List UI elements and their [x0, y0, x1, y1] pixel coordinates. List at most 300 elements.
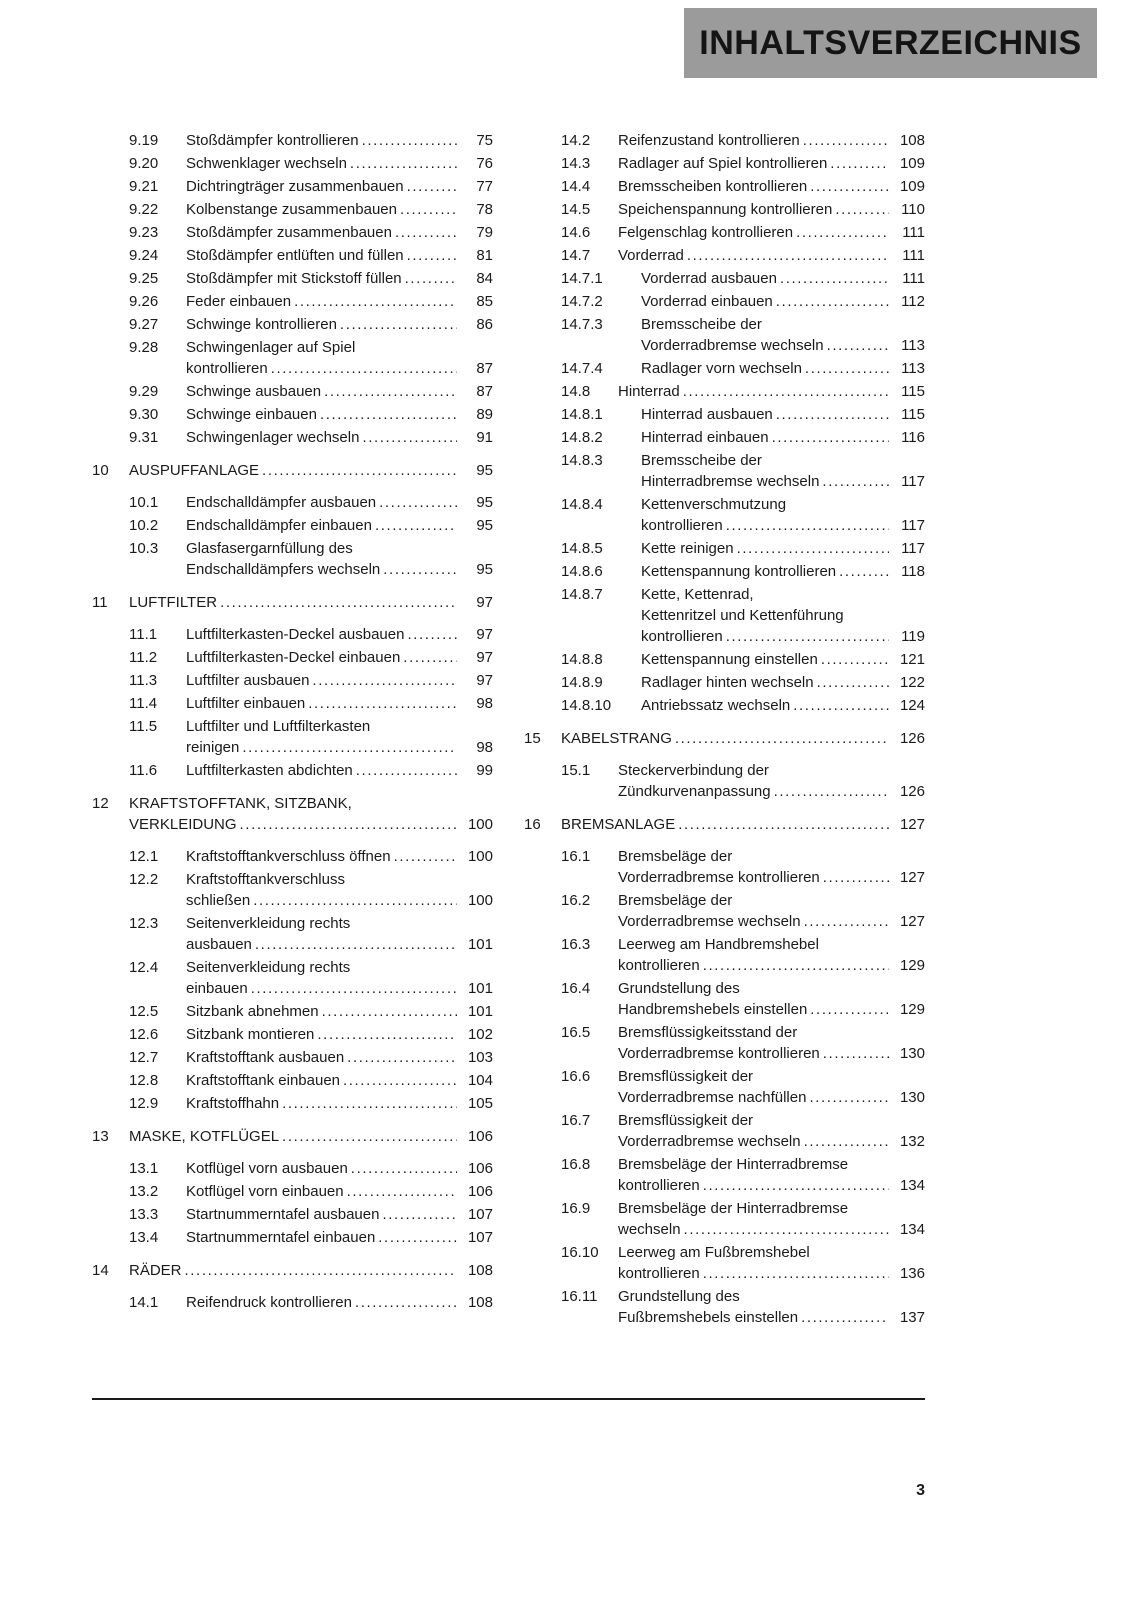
toc-entry-number: 12.6 [129, 1026, 159, 1043]
toc-entry-page: 111 [902, 247, 925, 264]
toc-entry-number: 11.4 [129, 695, 158, 712]
toc-entry-body [186, 1227, 493, 1248]
toc-entry-line [186, 337, 493, 358]
toc-entry-number: 12.2 [129, 871, 159, 888]
toc-entry-line [618, 1154, 925, 1175]
toc-entry-title: kontrollieren [618, 1177, 700, 1194]
toc-column-right [524, 130, 925, 1330]
toc-entry-page: 100 [467, 816, 493, 833]
toc-entry-title: Kette reinigen [641, 540, 734, 557]
toc-entry [561, 934, 925, 976]
dot-leader [830, 153, 889, 174]
toc-entry-title: Startnummerntafel einbauen [186, 1229, 376, 1246]
dot-leader [253, 890, 457, 911]
toc-entry-title: Endschalldämpfers wechseln [186, 561, 381, 578]
toc-entry [561, 245, 925, 266]
toc-entry-body [186, 1001, 493, 1022]
toc-entry-title: Steckerverbindung der [618, 762, 769, 779]
toc-entry-line [641, 335, 925, 356]
toc-entry-title: Radlager auf Spiel kontrollieren [618, 155, 828, 172]
toc-entry-line [561, 814, 925, 835]
dot-leader [703, 1263, 889, 1284]
toc-entry-page: 109 [899, 155, 925, 172]
toc-chapter-entry [524, 814, 925, 835]
dot-leader [255, 934, 457, 955]
toc-entry-number: 11.2 [129, 649, 158, 666]
toc-entry-number: 14.8.4 [561, 496, 603, 513]
toc-entry-title: Startnummerntafel ausbauen [186, 1206, 380, 1223]
toc-entry [129, 492, 493, 513]
toc-entry-title: Leerweg am Handbremshebel [618, 936, 819, 953]
toc-entry-number: 9.29 [129, 383, 159, 400]
dot-leader [403, 647, 457, 668]
toc-entry-title: Radlager vorn wechseln [641, 360, 802, 377]
dot-leader [776, 404, 889, 425]
toc-chapter-entry [92, 1126, 493, 1147]
toc-entry-line [618, 1242, 925, 1263]
toc-entry-body [641, 494, 925, 536]
toc-entry [129, 222, 493, 243]
toc-entry-body [186, 670, 493, 691]
toc-entry-line [186, 737, 493, 758]
toc-entry-title: Zündkurvenanpassung [618, 783, 771, 800]
toc-entry [129, 1070, 493, 1091]
toc-entry-number: 11 [92, 594, 108, 611]
toc-entry-page: 98 [476, 695, 493, 712]
toc-entry-title: Vorderradbremse kontrollieren [618, 1045, 820, 1062]
toc-entry-page: 99 [476, 762, 493, 779]
toc-entry-page: 97 [476, 626, 493, 643]
toc-entry-line [618, 760, 925, 781]
toc-entry-line [618, 999, 925, 1020]
toc-entry-body [129, 793, 493, 835]
toc-entry-line [186, 1227, 493, 1248]
toc-entry-title: Kotflügel vorn ausbauen [186, 1160, 348, 1177]
toc-entry-body [618, 760, 925, 802]
toc-entry-body [641, 450, 925, 492]
toc-entry-body [618, 176, 925, 197]
toc-entry-body [618, 890, 925, 932]
toc-entry-title: Bremsflüssigkeit der [618, 1068, 754, 1085]
toc-entry [129, 153, 493, 174]
toc-entry-line [618, 1110, 925, 1131]
toc-entry-title: Bremsflüssigkeitsstand der [618, 1024, 798, 1041]
toc-entry-line [129, 592, 493, 613]
toc-entry [561, 760, 925, 802]
dot-leader [262, 460, 457, 481]
toc-entry-body [618, 1066, 925, 1108]
toc-entry-line [186, 199, 493, 220]
toc-entry-title: Bremsscheiben kontrollieren [618, 178, 808, 195]
toc-entry-title: Vorderradbremse wechseln [641, 337, 824, 354]
toc-entry-body [641, 649, 925, 670]
toc-entry-title: Feder einbauen [186, 293, 292, 310]
dot-leader [382, 1204, 457, 1225]
toc-entry-title: Endschalldämpfer einbauen [186, 517, 372, 534]
toc-entry-number: 14.4 [561, 178, 591, 195]
toc-entry-line [641, 404, 925, 425]
toc-chapter-entry [92, 460, 493, 481]
toc-entry-title: Seitenverkleidung rechts [186, 915, 351, 932]
dot-leader [324, 381, 457, 402]
toc-entry-body [186, 869, 493, 911]
toc-entry-line [129, 814, 493, 835]
toc-entry [561, 1154, 925, 1196]
toc-entry-page: 95 [476, 561, 493, 578]
toc-entry-number: 9.28 [129, 339, 159, 356]
toc-entry-number: 14.8.10 [561, 697, 612, 714]
dot-leader [821, 649, 889, 670]
toc-entry-page: 108 [467, 1294, 493, 1311]
toc-entry-title: kontrollieren [641, 517, 723, 534]
toc-entry-page: 127 [899, 913, 925, 930]
toc-entry-line [641, 494, 925, 515]
toc-entry [561, 584, 925, 647]
toc-entry-number: 12.7 [129, 1049, 159, 1066]
toc-entry [561, 695, 925, 716]
toc-entry [129, 538, 493, 580]
toc-entry-number: 16.9 [561, 1200, 591, 1217]
dot-leader [242, 737, 457, 758]
toc-entry-page: 130 [899, 1089, 925, 1106]
toc-entry-number: 9.19 [129, 132, 159, 149]
toc-entry-title: Bremsbeläge der [618, 892, 733, 909]
toc-entry-body [186, 381, 493, 402]
toc-entry-line [618, 1175, 925, 1196]
toc-entry-line [186, 624, 493, 645]
dot-leader [835, 199, 889, 220]
toc-entry-page: 111 [902, 224, 925, 241]
toc-content [92, 130, 925, 1330]
toc-entry-body [618, 1242, 925, 1284]
toc-chapter-entry [92, 1260, 493, 1281]
toc-entry-page: 97 [476, 649, 493, 666]
toc-entry-body [618, 1154, 925, 1196]
dot-leader [810, 999, 889, 1020]
toc-entry-number: 9.20 [129, 155, 159, 172]
toc-entry-page: 101 [467, 1003, 493, 1020]
toc-entry-page: 115 [901, 383, 925, 400]
toc-entry [129, 846, 493, 867]
toc-entry-title: Schwinge kontrollieren [186, 316, 337, 333]
toc-entry [129, 1001, 493, 1022]
dot-leader [317, 1024, 457, 1045]
toc-entry-page: 113 [901, 360, 925, 377]
toc-entry-body [186, 693, 493, 714]
toc-entry-line [641, 358, 925, 379]
toc-entry-line [641, 471, 925, 492]
toc-entry-title: Sitzbank abnehmen [186, 1003, 319, 1020]
toc-entry-number: 9.24 [129, 247, 159, 264]
toc-entry-title: Vorderrad ausbauen [641, 270, 777, 287]
dot-leader [379, 492, 457, 513]
toc-entry-page: 115 [901, 406, 925, 423]
dot-leader [776, 291, 889, 312]
toc-entry-number: 10 [92, 462, 109, 479]
toc-entry-line [186, 934, 493, 955]
toc-entry-title: Seitenverkleidung rechts [186, 959, 351, 976]
toc-entry-title: kontrollieren [618, 957, 700, 974]
toc-entry-body [561, 728, 925, 749]
toc-entry-number: 9.30 [129, 406, 159, 423]
toc-entry-number: 16.8 [561, 1156, 591, 1173]
toc-entry-title: Vorderradbremse wechseln [618, 1133, 801, 1150]
toc-entry-body [641, 291, 925, 312]
toc-entry-body [618, 1286, 925, 1328]
toc-entry-page: 89 [476, 406, 493, 423]
toc-entry-page: 98 [476, 739, 493, 756]
toc-entry-line [618, 1286, 925, 1307]
toc-entry-page: 127 [899, 816, 925, 833]
toc-entry [129, 670, 493, 691]
toc-entry-number: 15 [524, 730, 541, 747]
toc-chapter-entry [92, 793, 493, 835]
toc-entry-number: 14.8.5 [561, 540, 603, 557]
dot-leader [827, 335, 889, 356]
toc-entry-page: 107 [467, 1206, 493, 1223]
toc-entry-line [186, 978, 493, 999]
toc-entry-line [618, 781, 925, 802]
dot-leader [407, 245, 457, 266]
toc-entry-body [641, 672, 925, 693]
toc-entry [129, 1292, 493, 1313]
toc-entry [129, 268, 493, 289]
toc-entry-title: kontrollieren [618, 1265, 700, 1282]
toc-entry-line [186, 404, 493, 425]
toc-entry-line [641, 584, 925, 605]
toc-entry-number: 14.7 [561, 247, 591, 264]
toc-entry-body [186, 957, 493, 999]
toc-entry-body [129, 1126, 493, 1147]
toc-entry-number: 12.8 [129, 1072, 159, 1089]
toc-entry-page: 95 [476, 517, 493, 534]
toc-entry-page: 121 [899, 651, 925, 668]
dot-leader [675, 728, 889, 749]
toc-entry-title: wechseln [618, 1221, 681, 1238]
toc-entry-line [129, 793, 493, 814]
toc-entry-title: Kraftstoffhahn [186, 1095, 280, 1112]
toc-entry-line [641, 515, 925, 536]
toc-entry-page: 116 [901, 429, 925, 446]
toc-entry-body [641, 314, 925, 356]
toc-chapter-entry [92, 592, 493, 613]
toc-entry-line [186, 890, 493, 911]
toc-entry-number: 14.7.3 [561, 316, 603, 333]
toc-entry-page: 87 [476, 383, 493, 400]
toc-entry [561, 222, 925, 243]
toc-entry-body [186, 314, 493, 335]
toc-entry-body [186, 1047, 493, 1068]
toc-entry-page: 127 [899, 869, 925, 886]
toc-entry-body [618, 199, 925, 220]
toc-entry [561, 130, 925, 151]
dot-leader [683, 381, 889, 402]
toc-entry-number: 14.7.1 [561, 270, 603, 287]
toc-entry [561, 846, 925, 888]
toc-entry-body [641, 404, 925, 425]
toc-entry [561, 1198, 925, 1240]
toc-entry-body [186, 1093, 493, 1114]
dot-leader [823, 867, 889, 888]
toc-entry-title: Vorderradbremse kontrollieren [618, 869, 820, 886]
toc-entry-title: Hinterrad ausbauen [641, 406, 773, 423]
toc-entry-page: 126 [899, 730, 925, 747]
toc-entry-body [186, 291, 493, 312]
toc-entry [561, 1022, 925, 1064]
toc-entry [561, 978, 925, 1020]
toc-entry-line [618, 911, 925, 932]
toc-entry-body [186, 515, 493, 536]
toc-entry-title: Luftfilter einbauen [186, 695, 306, 712]
toc-entry-number: 11.1 [129, 626, 158, 643]
toc-entry-number: 14.7.4 [561, 360, 603, 377]
toc-entry [129, 1158, 493, 1179]
toc-entry-body [641, 268, 925, 289]
toc-entry-title: Bremsscheibe der [641, 452, 762, 469]
toc-entry-title: einbauen [186, 980, 248, 997]
toc-entry [129, 381, 493, 402]
toc-entry-number: 14.8.2 [561, 429, 603, 446]
toc-entry [129, 404, 493, 425]
toc-entry-title: Kraftstofftankverschluss [186, 871, 345, 888]
toc-entry-title: Reifenzustand kontrollieren [618, 132, 800, 149]
toc-entry-number: 12.9 [129, 1095, 159, 1112]
toc-entry-page: 106 [467, 1183, 493, 1200]
dot-leader [282, 1093, 457, 1114]
toc-entry-page: 137 [899, 1309, 925, 1326]
toc-entry-page: 117 [901, 517, 925, 534]
toc-entry-page: 129 [899, 957, 925, 974]
dot-leader [805, 358, 889, 379]
toc-entry-title: Stoßdämpfer kontrollieren [186, 132, 359, 149]
toc-entry-line [186, 869, 493, 890]
toc-entry-number: 14.8.1 [561, 406, 603, 423]
toc-entry-line [186, 492, 493, 513]
toc-entry-title: Speichenspannung kontrollieren [618, 201, 833, 218]
toc-entry-line [561, 728, 925, 749]
toc-entry-title: Luftfilter ausbauen [186, 672, 310, 689]
dot-leader [839, 561, 889, 582]
toc-entry-number: 14.5 [561, 201, 591, 218]
toc-entry-line [186, 760, 493, 781]
toc-entry [129, 427, 493, 448]
toc-entry-line [186, 291, 493, 312]
toc-entry-title: Kraftstofftankverschluss öffnen [186, 848, 391, 865]
toc-entry-line [618, 1066, 925, 1087]
toc-entry-page: 106 [467, 1160, 493, 1177]
dot-leader [823, 1043, 889, 1064]
toc-entry [129, 337, 493, 379]
toc-entry-page: 134 [899, 1221, 925, 1238]
toc-entry-page: 100 [467, 892, 493, 909]
toc-chapter-entry [524, 728, 925, 749]
dot-leader [240, 814, 457, 835]
toc-entry-number: 14.6 [561, 224, 591, 241]
toc-entry-body [186, 1024, 493, 1045]
toc-entry-number: 9.22 [129, 201, 159, 218]
toc-entry-line [641, 626, 925, 647]
toc-column-left [92, 130, 493, 1330]
toc-entry-line [186, 647, 493, 668]
toc-entry [561, 268, 925, 289]
dot-leader [684, 1219, 889, 1240]
dot-leader [678, 814, 889, 835]
toc-entry [129, 1204, 493, 1225]
toc-entry-line [618, 153, 925, 174]
toc-entry-page: 136 [899, 1265, 925, 1282]
toc-entry-body [618, 222, 925, 243]
toc-entry-page: 130 [899, 1045, 925, 1062]
toc-entry-body [186, 846, 493, 867]
dot-leader [355, 1292, 457, 1313]
toc-entry-number: 11.5 [129, 718, 158, 735]
toc-entry-number: 10.3 [129, 540, 159, 557]
toc-entry-body [641, 358, 925, 379]
toc-entry-title: Hinterrad einbauen [641, 429, 769, 446]
toc-entry-title: Kettenspannung einstellen [641, 651, 818, 668]
dot-leader [220, 592, 457, 613]
toc-entry [129, 869, 493, 911]
dot-leader [378, 1227, 457, 1248]
dot-leader [793, 695, 889, 716]
toc-entry-number: 16.2 [561, 892, 591, 909]
toc-entry [561, 1286, 925, 1328]
toc-entry-title: Stoßdämpfer zusammenbauen [186, 224, 392, 241]
toc-entry [561, 291, 925, 312]
dot-leader [347, 1181, 457, 1202]
dot-leader [796, 222, 889, 243]
toc-entry-page: 79 [476, 224, 493, 241]
toc-entry [561, 649, 925, 670]
toc-entry-number: 11.6 [129, 762, 158, 779]
toc-entry-title: Luftfilterkasten abdichten [186, 762, 353, 779]
toc-entry-page: 111 [902, 270, 925, 287]
toc-entry-title: Bremsbeläge der [618, 848, 733, 865]
toc-entry-title: Hinterradbremse wechseln [641, 473, 820, 490]
toc-entry [561, 1242, 925, 1284]
toc-entry-number: 16.5 [561, 1024, 591, 1041]
toc-entry-title: BREMSANLAGE [561, 816, 676, 833]
toc-entry [129, 1227, 493, 1248]
toc-entry-line [186, 222, 493, 243]
toc-entry-title: Fußbremshebels einstellen [618, 1309, 799, 1326]
toc-entry-number: 13 [92, 1128, 109, 1145]
toc-entry-title: Kettenverschmutzung [641, 496, 787, 513]
toc-entry-line [641, 538, 925, 559]
toc-entry-line [618, 1022, 925, 1043]
toc-entry-body [186, 427, 493, 448]
dot-leader [340, 314, 457, 335]
toc-entry [129, 647, 493, 668]
toc-entry-line [641, 291, 925, 312]
toc-entry-line [618, 1087, 925, 1108]
dot-leader [803, 130, 889, 151]
toc-entry-number: 14.8.6 [561, 563, 603, 580]
toc-entry-line [186, 538, 493, 559]
dot-leader [801, 1307, 889, 1328]
toc-entry-title: Stoßdämpfer mit Stickstoff füllen [186, 270, 402, 287]
dot-leader [737, 538, 889, 559]
dot-leader [375, 515, 457, 536]
toc-entry-number: 16.7 [561, 1112, 591, 1129]
toc-entry-page: 134 [899, 1177, 925, 1194]
toc-entry-title: Sitzbank montieren [186, 1026, 315, 1043]
toc-entry-page: 126 [899, 783, 925, 800]
dot-leader [726, 626, 889, 647]
toc-entry-line [186, 1047, 493, 1068]
toc-entry-page: 108 [899, 132, 925, 149]
toc-entry-line [618, 245, 925, 266]
